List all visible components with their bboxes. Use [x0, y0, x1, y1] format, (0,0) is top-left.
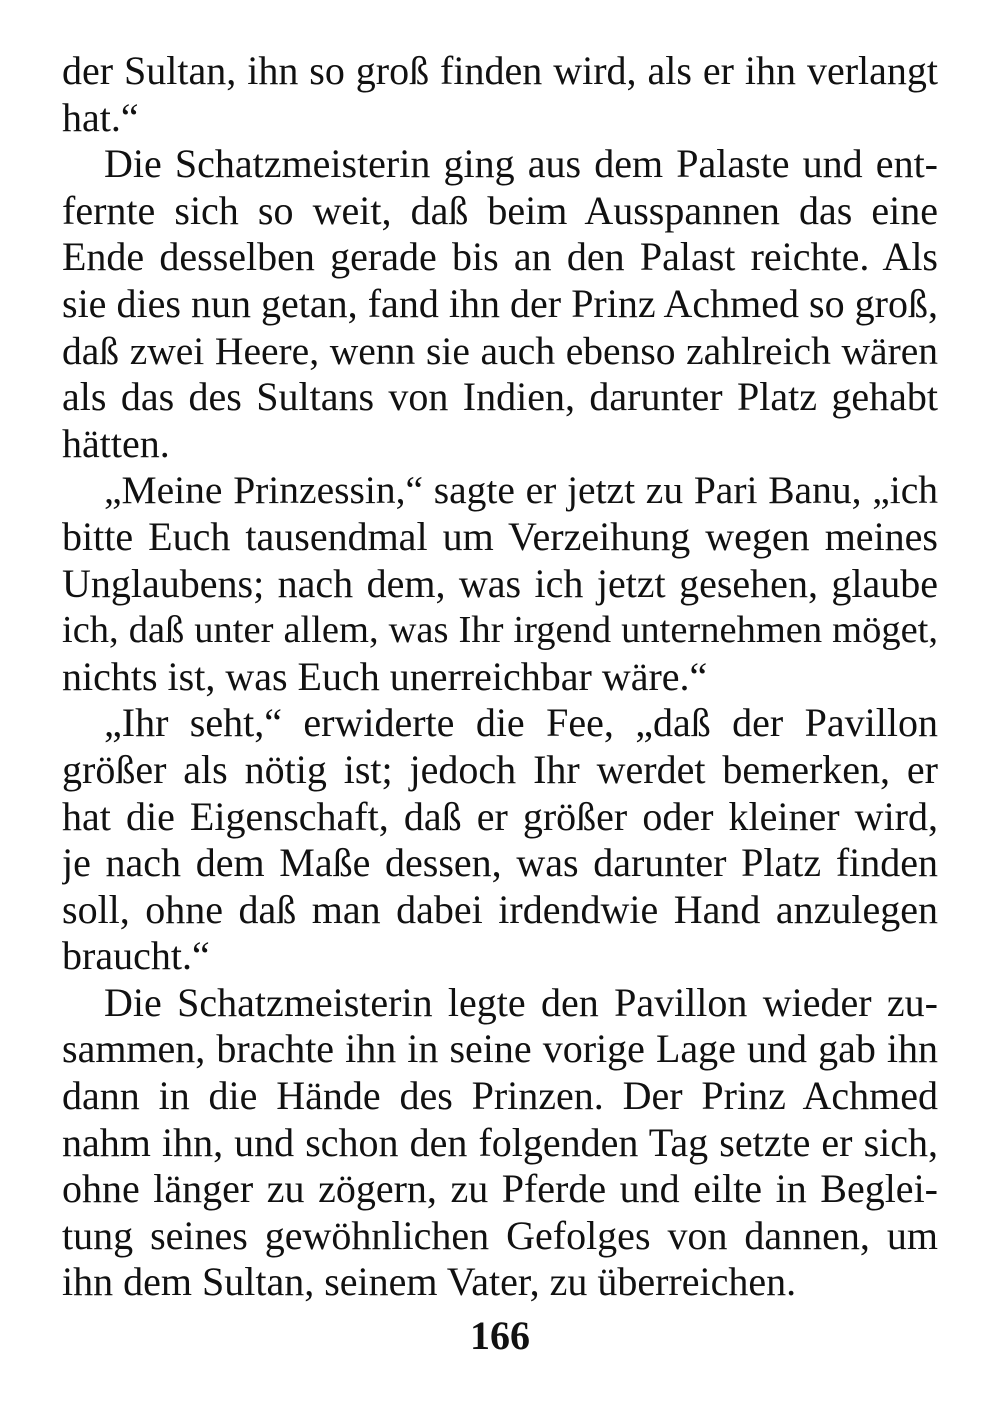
body-text — [62, 48, 938, 1306]
text-line: ohne länger zu zögern, zu Pferde und eilte in Beglei- — [62, 1166, 938, 1212]
text-line: bitte Euch tausendmal um Verzeihung wegen meines — [62, 513, 938, 559]
text-line: tung seines gewöhnlichen Gefolges von dannen, um — [62, 1212, 938, 1258]
text-line: sie dies nun getan, fand ihn der Prinz Achmed so groß, — [62, 280, 938, 326]
text-line: nahm ihn, und schon den folgenden Tag setzte er sich, — [62, 1119, 938, 1165]
text-line: Die Schatzmeisterin legte den Pavillon wieder zu- — [104, 979, 938, 1025]
text-line: dann in die Hände des Prinzen. Der Prinz Achmed — [62, 1073, 938, 1119]
text-line: nichts ist, was Euch unerreichbar wäre.“ — [62, 653, 708, 699]
text-line: Ende desselben gerade bis an den Palast reichte. Als — [62, 234, 938, 280]
text-line: hat.“ — [62, 94, 139, 140]
text-line: „Meine Prinzessin,“ sagte er jetzt zu Pari Banu, „ich — [104, 468, 938, 513]
text-line: als das des Sultans von Indien, darunter Platz gehabt — [62, 374, 938, 420]
text-line: Unglaubens; nach dem, was ich jetzt gesehen, glaube — [62, 560, 938, 606]
text-line: fernte sich so weit, daß beim Ausspannen das eine — [62, 187, 938, 233]
text-line: ihn dem Sultan, seinem Vater, zu überreichen. — [62, 1259, 797, 1305]
text-line: „Ihr seht,“ erwiderte die Fee, „daß der Pavillon — [104, 700, 938, 746]
text-line: sammen, brachte ihn in seine vorige Lage und gab ihn — [62, 1026, 938, 1072]
text-line: braucht.“ — [62, 933, 210, 979]
text-line: soll, ohne daß man dabei irdendwie Hand anzulegen — [62, 886, 938, 932]
text-line: hat die Eigenschaft, daß er größer oder kleiner wird, — [62, 793, 938, 839]
text-line: Die Schatzmeisterin ging aus dem Palaste und ent- — [104, 141, 938, 187]
page-number: 166 — [470, 1313, 530, 1358]
text-line: ich, daß unter allem, was Ihr irgend unternehmen möget, — [62, 609, 938, 652]
text-line: hätten. — [62, 420, 170, 466]
text-line: der Sultan, ihn so groß finden wird, als er ihn verlangt — [62, 48, 938, 93]
text-line: größer als nötig ist; jedoch Ihr werdet bemerken, er — [62, 746, 938, 792]
text-line: je nach dem Maße dessen, was darunter Platz finden — [62, 840, 938, 886]
text-line: daß zwei Heere, wenn sie auch ebenso zahlreich wären — [62, 328, 938, 373]
